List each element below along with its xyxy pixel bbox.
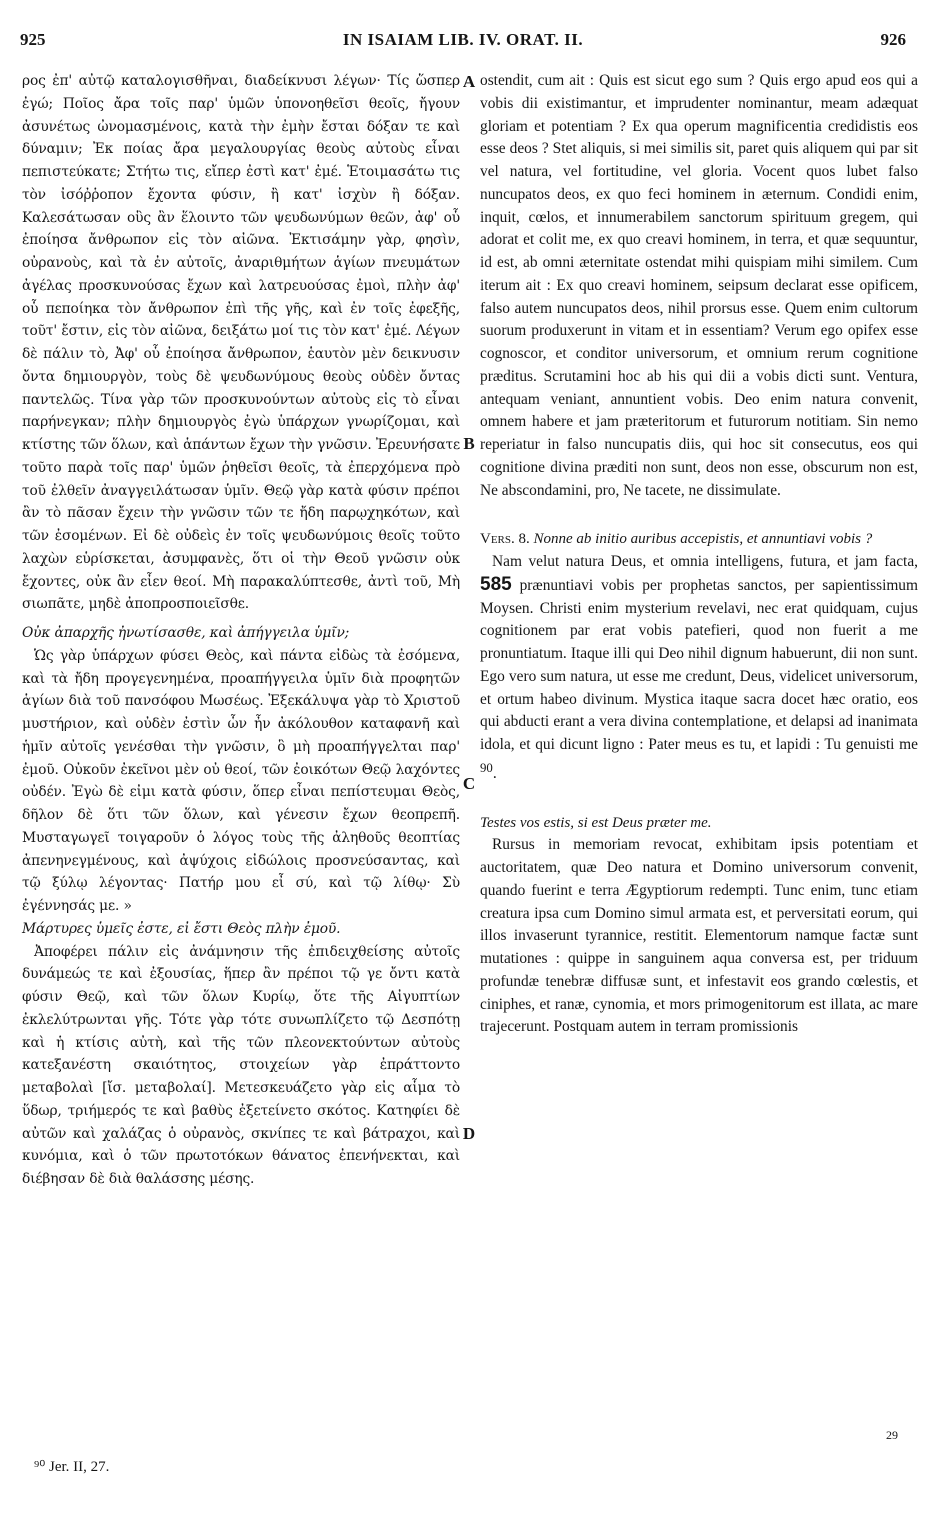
section-letter-b: B xyxy=(463,434,475,453)
latin-p2-start: Nam velut natura Deus, et omnia intelligens, futura, et jam facta, xyxy=(492,553,918,570)
section-letter-d: D xyxy=(462,1124,476,1143)
margin-page-number: 585 xyxy=(480,573,512,595)
latin-heading-testes: Testes vos estis, si est Deus præter me. xyxy=(480,814,712,831)
greek-paragraph-2: Ὡς γὰρ ὑπάρχων φύσει Θεὸς, καὶ πάντα εἰδὼς τὰ ἐσόμενα, καὶ τὰ ἤδη προγεγενημένα, προαπήγγειλα ὑμῖν διὰ προφητῶν ἁγίων διὰ τοῦ πανσόφου Μωσέως. Ἐξεκάλυψα γὰρ τὸ Χριστοῦ μυστήριον, καὶ οὐδὲν ἐστὶν ὧν ἦν ἀκόλουθον καταφανῆ καὶ ἡμῖν αὐτοῖς γενέσθαι τὴν γνῶσιν, ὃ μὴ προαπήγγελται παρ' ἐμοῦ. Οὐκοῦν ἐκεῖνοι μὲν οὐ θεοί, τῶν ἐοικότων Θεῷ λαχόντες οὐδέν. Ἐγὼ δὲ εἰμι κατὰ φύσιν, ὅπερ εἶναι πεπίστευμαι Θεὸς, δῆλον δὲ ὅτι τῶν ὅλων, καὶ γένεσιν ἔχων θεοπρεπῆ. Μυσταγωγεῖ τοιγαροῦν ὁ λόγος τοὺς τῆς ἀληθοῦς θεοπτίας ἀπενηνεγμένους, καὶ ἀψύχοις εἰδώλοις προσνεύσαντας, καὶ τῷ ξύλῳ λέγοντας· Πατήρ μου εἶ σύ, καὶ τῷ λίθῳ· Σὺ ἐγέννησάς με. » xyxy=(22,647,460,914)
running-head xyxy=(20,30,906,58)
section-letter-a: A xyxy=(462,72,476,91)
greek-column xyxy=(22,70,460,1191)
verse-text: Nonne ab initio auribus accepistis, et annuntiavi vobis ? xyxy=(533,531,873,548)
greek-heading-testes: Μάρτυρες ὑμεῖς ἐστε, εἰ ἔστι Θεὸς πλὴν ἐμοῦ. xyxy=(22,920,341,937)
greek-paragraph-3: Ἀποφέρει πάλιν εἰς ἀνάμνησιν τῆς ἐπιδειχθείσης αὐτοῖς δυνάμεώς τε καὶ ἐξουσίας, ἥπερ ἂν πρέποι τῷ γε ὄντι κατὰ φύσιν Θεῷ, καὶ τῶν ὅλων Κυρίῳ, ὅτε τῆς Αἰγυπτίων ἐκλελύτρωνται γῆς. Τότε γὰρ τότε συνωπλίζετο τῷ Δεσπότῃ καὶ ἡ κτίσις αὐτὴ, καὶ τῆς τῶν πλεονεκτούντων αὐτοὺς κατεξανέστη σκαιότητος, στοιχείων γὰρ ἐπράττοντο μεταβολαὶ [ἴσ. μεταβολαί]. Μετεσκευάζετο γὰρ εἰς αἷμα τὸ ὕδωρ, τριήμερός τε καὶ βαθὺς ἐξετείνετο σκότος. Κατηφίει δὲ αὐτῶν καὶ χαλάζας ὁ οὐρανὸς, σκνίπες τε καὶ βάτραχοι, καὶ κυνόμια, καὶ ὁ τῶν πρωτοτόκων θάνατος ἐπενήνεκται, καὶ διέβησαν δὲ διὰ θαλάσσης μέσης. xyxy=(22,943,460,1187)
latin-column xyxy=(480,70,918,1039)
latin-paragraph-2 xyxy=(480,551,918,786)
signature-mark: 29 xyxy=(886,1428,898,1442)
latin-heading-verse-8 xyxy=(480,528,918,551)
greek-paragraph-1: ρος ἐπ' αὐτῷ καταλογισθῆναι, διαδείκνυσι λέγων· Τίς ὥσπερ ἐγώ; Ποῖος ἄρα τοῖς παρ' ὑμῶν ὑπονοηθεῖσι θεοῖς, ἤγουν ἀσυνέτως ὠνομασμένοις, κατὰ τὴν ἐμὴν ἔσται δόξαν τε καὶ δύναμιν; Ἐκ ποίας ἄρα μεγαλουργίας θεοὺς αὐτοὺς εἶναι πεπιστεύκατε; Στήτω τις, εἴπερ ἐστὶ κατ' ἐμέ. Ἑτοιμασάτω τις τὸν ἰσόῤῥοπον ἔχοντα φύσιν, ἢ κατ' ἰσχὺν ἢ δόξαν. Καλεσάτωσαν οὓς ἂν ἕλοιντο τῶν ψευδωνύμων θεῶν, ἀφ' οὗ ἐποίησα ἄνθρωπον εἰς τὸν αἰῶνα. Ἐκτισάμην γὰρ, φησὶν, οὐρανοὺς, καὶ τὰ ἐν αὐτοῖς, ἀναριθμήτων ἁγίων πνευμάτων ἀγέλας προσκυνούσας ἔχων καὶ λατρευούσας ἐμοὶ, πλὴν ἀφ' οὗ πεποίηκα τὸν ἄνθρωπον ἐπὶ τῆς γῆς, καὶ ἐν τοῖς ἐφεξῆς, τοῦτ' ἔστιν, εἰς τὸν αἰῶνα, δειξάτω μοί τις τὸν κατ' ἐμέ. Λέγων δὲ πάλιν τὸ, Ἀφ' οὗ ἐποίησα ἄνθρωπον, ἑαυτὸν μὲν δεικνυσιν ὄντα δημιουργὸν, τοὺς δὲ ψευδωνύμους θεοὺς οὐδὲν ὄντας παντελῶς. Τίνα γὰρ τῶν προσκυνούντων αὐτοὺς εἰς τὸ εἶναι παρήνεγκαν; πλὴν δημιουργὸς ἐγὼ ὑπάρχων γνωρίζομαι, καὶ κτίστης τῶν ὅλων, καὶ ἁπάντων ἔχων τὴν γνῶσιν. Ἐρευνήσατε τοῦτο παρὰ τοῖς παρ' ὑμῶν ῥηθεῖσι θεοῖς, τὰ ἐπερχόμενα πρὸ τοῦ ἐλθεῖν ἀναγγειλάτωσαν ὑμῖν. Θεῷ γὰρ κατὰ φύσιν πρέποι ἂν τὸ πᾶσαν ἔχειν τὴν γνῶσιν τῶν τε ἤδη παρῳχηκότων, καὶ τῶν ἐσομένων. Εἰ δὲ οὐδεὶς ἐν τοῖς ψευδωνύμοις θεοῖς τοῦτο λαχὼν εὑρίσκεται, ἀσυμφανὲς, ὅτι οἱ τὴν Θεοῦ γνῶσιν οὐκ ἔχοντες, οὐκ ἂν εἶεν θεοί. Μὴ παρακαλύπτεσθε, ἀντὶ τοῦ, Μὴ σιωπᾶτε, μηδὲ ἀποπροσποιεῖσθε. xyxy=(22,73,460,613)
latin-p2-body: prænuntiavi vobis per prophetas sanctos, per sapientissimum Moysen. Christi enim mysterium revelavi, nec erat quidquam, cujus cognitionem par erat vobis patefieri, quod non fuerit a me pronuntiatum. Itaque illi qui Deo nihil dignum habuerunt, dii non sunt. Ego vero sum natura, ut esse me credunt, Deus, videlicet universorum, et ortum habeo divinum. Mystica itaque sacra docet hæc oratio, eos qui abducti erant a vera divina contemplatione, et delapsi ad inanimata idola, et qui dicunt ligno : Pater meus es tu, et lapidi : Tu genuisti me xyxy=(480,576,918,753)
running-title: IN ISAIAM LIB. IV. ORAT. II. xyxy=(342,30,584,49)
verse-label: Vers. 8. xyxy=(480,531,530,548)
right-page-number: 926 xyxy=(880,30,906,49)
latin-p2-end: . xyxy=(492,764,497,782)
footnote: ⁹⁰ Jer. II, 27. xyxy=(34,1459,110,1475)
footnote-reference: 90 xyxy=(480,760,493,775)
left-page-number: 925 xyxy=(20,30,46,49)
latin-paragraph-1: ostendit, cum ait : Quis est sicut ego sum ? Quis ergo apud eos qui a vobis dii existimantur, et imprudenter nominantur, meam adæquat gloriam et potentiam ? Ex qua operum magnificentia credidistis eos esse deos ? Stet aliquis, si mei similis sit, paret quis aliquem qui par sit vel natura, vel fortitudine, vel gloria. Vocent quos lubet falso nuncupatos deos, ex quo feci hominem in æternum. Condidi enim, inquit, cœlos, et innumerabilem sanctorum spirituum gregem, qui adorat et colit me, ex quo creavi hominem, in terra, et quæ sequuntur, id est, ab omni æternitate ostendat mihi quispiam mihi similem. Cum iterum ait : Ex quo creavi hominem, seipsum declarat esse opificem, falso autem nuncupatos deos, nihil prorsus esse. Quem enim cultorum suorum produxerunt in vitam et in essentiam? Verum ego opifex esse cognoscor, et conditor universorum, et omnium rerum cognitione præditus. Scrutamini hoc ab his qui dii a vobis dicti sunt. Ventura, antequam veniant, annuntient vobis. Deo enim natura convenit, omnem habere et jam præteritorum et futurorum notitiam. Sin nemo reperiatur in falso nuncupatis diis, qui hoc sit consecutus, eos qui cognitione divina præditi non sunt, deos non esse, obscurum non est, Ne abscondamini, pro, Ne tacete, ne dissimulate. xyxy=(480,72,918,499)
latin-paragraph-3: Rursus in memoriam revocat, exhibitam ipsis potentiam et auctoritatem, quæ Deo natura et Domino universorum convenit, quando fuerint e terra Ægyptiorum redempti. Tunc enim, tunc etiam creatura ipsa cum Domino simul armata est, et perversitati eorum, qui illos invaserunt tyrannice, restitit. Elementorum namque factæ sunt mutationes : quippe in sanguinem aqua conversa est, per triduum profundæ tenebræ diffusæ sunt, et infestavit eos grando cœlestis, et ciniphes, et ranæ, cynomia, et mors primogenitorum est illata, ac mare trajecerunt. Postquam autem in terram promissionis xyxy=(480,836,918,1036)
section-letter-c: C xyxy=(462,774,476,793)
greek-heading-verse-8: Οὐκ ἀπαρχῆς ἠνωτίσασθε, καὶ ἀπήγγειλα ὑμῖν; xyxy=(22,625,350,641)
